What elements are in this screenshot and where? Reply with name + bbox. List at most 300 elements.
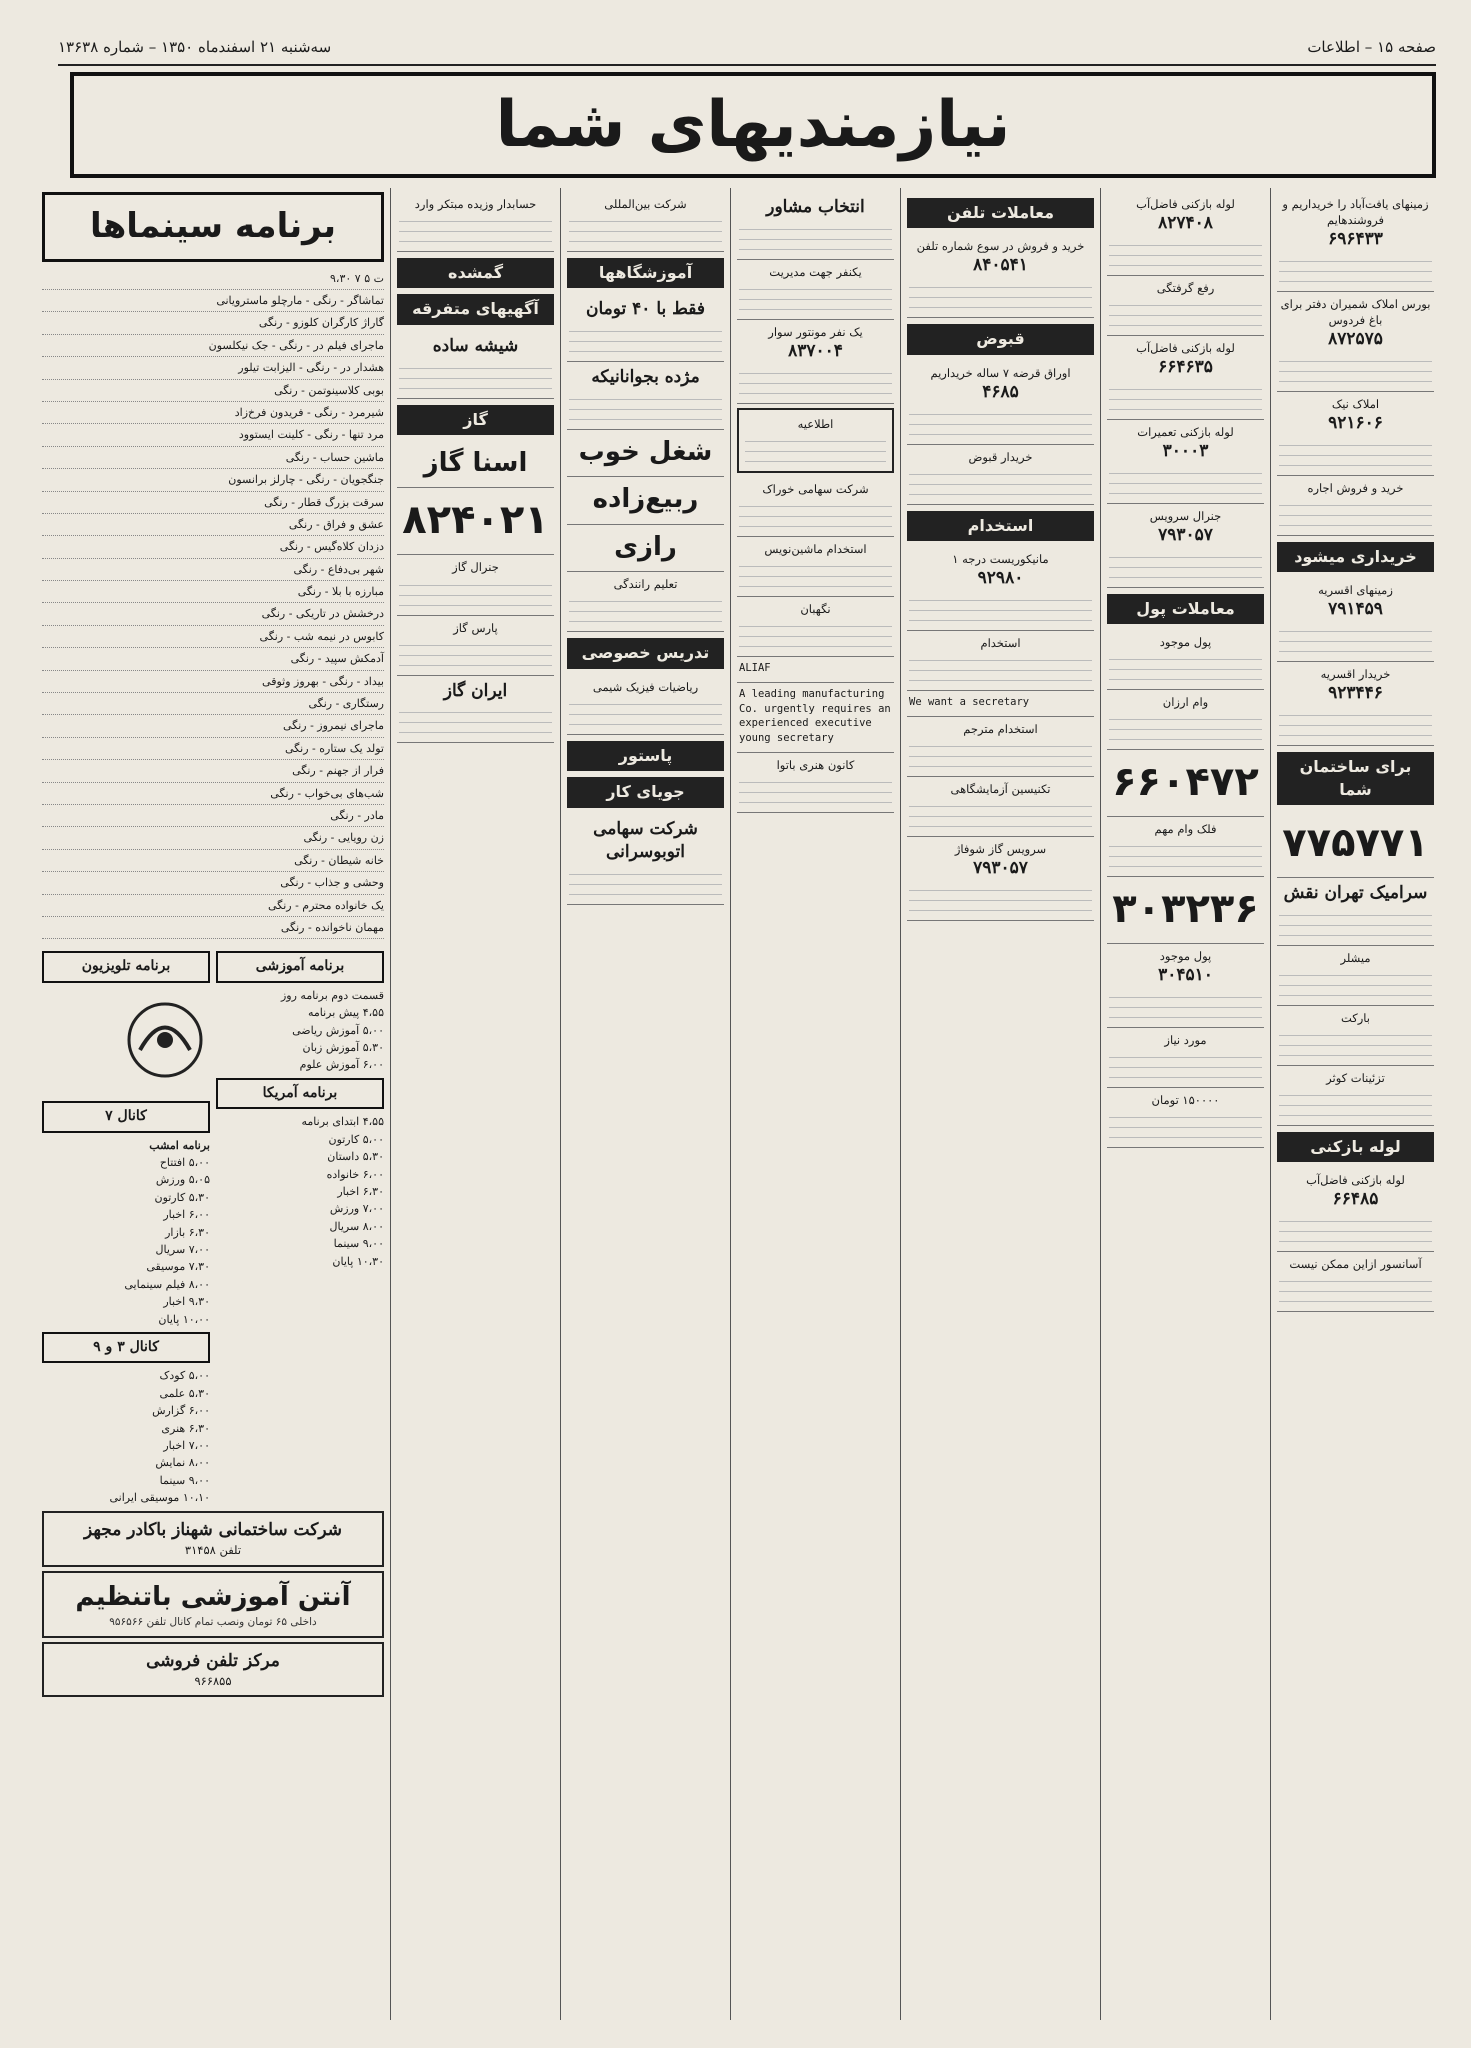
ad-text: A leading manufacturing Co. urgently requires an experienced executive young secretary xyxy=(739,687,891,744)
cinema-listing: درخشش در تاریکی - رنگی xyxy=(42,603,384,625)
text-line xyxy=(399,235,552,242)
text-line xyxy=(1109,383,1262,390)
text-line xyxy=(739,620,892,627)
radio-list xyxy=(216,987,384,1074)
classified-ad xyxy=(397,192,554,252)
cinema-listing: بیداد - رنگی - بهروز وثوقی xyxy=(42,671,384,693)
program-line: ۵،۰۰ افتتاح xyxy=(159,1155,210,1169)
program-line: ۷،۰۰ سریال xyxy=(155,1242,210,1256)
tv-title: برنامه تلویزیون xyxy=(42,951,210,983)
text-line xyxy=(399,649,552,656)
text-line xyxy=(739,570,892,577)
text-line xyxy=(909,904,1092,911)
channel-7-list xyxy=(42,1154,210,1328)
text-line xyxy=(1109,561,1262,568)
ad-text: گمشده xyxy=(448,263,503,283)
issue-date: سه‌شنبه ۲۱ اسفندماه ۱۳۵۰ – شماره ۱۳۶۳۸ xyxy=(58,38,332,56)
ad-phone: ۳۰۰۰۳ xyxy=(1162,440,1209,461)
text-line xyxy=(569,235,722,242)
cinema-listing: ماجرای نیمروز - رنگی xyxy=(42,715,384,737)
page-number: صفحه ۱۵ – اطلاعات xyxy=(1307,38,1436,56)
ad-text: آسانسور ازاین ممکن نیست xyxy=(1289,1257,1422,1272)
ad-text: We want a secretary xyxy=(909,696,1030,709)
text-line xyxy=(1109,319,1262,326)
text-line xyxy=(909,301,1092,308)
text-line xyxy=(739,243,892,250)
cinema-listing: کابوس در نیمه شب - رنگی xyxy=(42,626,384,648)
ad-text: استخدام xyxy=(980,635,1021,650)
ad-text: لوله بازکنی فاضل‌آب xyxy=(1136,197,1235,211)
text-line xyxy=(399,659,552,666)
text-line xyxy=(909,488,1092,495)
ad-text: نگهبان xyxy=(800,602,831,617)
text-line xyxy=(1279,1235,1432,1242)
cinema-listing: دزدان کلاه‌گیس - رنگی xyxy=(42,536,384,558)
america-title: برنامه آمریکا xyxy=(216,1078,384,1110)
text-line xyxy=(1279,265,1432,272)
ad-text: شرکت سهامی اتوبوسرانی xyxy=(593,818,698,863)
classified-ad xyxy=(567,362,724,430)
ad-text: ALIAF xyxy=(739,662,771,675)
ad-text: مژده بجوانانیکه xyxy=(591,367,700,388)
text-line xyxy=(399,589,552,596)
text-line xyxy=(569,708,722,715)
cinema-listing: شیرمرد - رنگی - فریدون فرخ‌زاد xyxy=(42,402,384,424)
classified-ad xyxy=(1277,878,1434,946)
text-line xyxy=(1279,645,1432,652)
text-line xyxy=(739,500,892,507)
cinema-tv-column xyxy=(36,188,390,2020)
section-header xyxy=(397,258,554,288)
ad-text: مورد نیاز xyxy=(1164,1033,1207,1048)
text-line xyxy=(569,615,722,622)
ad-phone: ۷۷۵۷۷۱ xyxy=(1282,819,1429,866)
classified-ad xyxy=(567,814,724,906)
text-line xyxy=(739,630,892,637)
text-line xyxy=(399,225,552,232)
ad-text: لوله بازکنی xyxy=(1310,1136,1401,1156)
text-line xyxy=(1109,860,1262,867)
column-6 xyxy=(390,188,560,2020)
program-line: ۶،۰۰ گزارش xyxy=(152,1404,210,1418)
ad-text: کانون هنری باتوا xyxy=(776,757,855,772)
text-line xyxy=(909,760,1092,767)
section-header xyxy=(567,258,724,288)
ad-text: انتخاب مشاور xyxy=(766,197,865,217)
classified-ad xyxy=(1277,292,1434,392)
text-line xyxy=(1279,275,1432,282)
program-line: ۵،۳۰ آموزش زبان xyxy=(302,1041,384,1055)
text-line xyxy=(745,445,886,452)
text-line xyxy=(1109,393,1262,400)
section-header xyxy=(567,777,724,807)
text-line xyxy=(739,387,892,394)
column-1 xyxy=(1270,188,1440,2020)
text-line xyxy=(1279,509,1432,516)
text-line xyxy=(1109,1061,1262,1068)
classified-ad xyxy=(907,777,1094,837)
ad-text: زمینهای اقسریه xyxy=(1318,583,1393,598)
cinema-listing: آدمکش سپید - رنگی xyxy=(42,648,384,670)
cinema-listing: زن رویایی - رنگی xyxy=(42,827,384,849)
ad-text: شغل خوب xyxy=(578,437,713,468)
classified-ad xyxy=(397,488,554,555)
cinema-listing: شب‌های بی‌خواب - رنگی xyxy=(42,783,384,805)
program-line: ۸،۰۰ نمایش xyxy=(155,1456,210,1470)
america-list xyxy=(216,1113,384,1270)
section-header xyxy=(1277,1132,1434,1162)
text-line xyxy=(1279,909,1432,916)
cinema-listing: سرقت بزرگ قطار - رنگی xyxy=(42,492,384,514)
text-line xyxy=(745,435,886,442)
ad-text: استخدام مترجم xyxy=(963,721,1038,736)
ad-text: املاک نیک xyxy=(1331,396,1380,411)
program-line: ۶،۰۰ اخبار xyxy=(163,1208,210,1222)
text-line xyxy=(1109,713,1262,720)
cinema-listing: ماشین حساب - رنگی xyxy=(42,447,384,469)
ad-text: آگهیهای متفرقه xyxy=(412,299,539,319)
text-line xyxy=(1109,1111,1262,1118)
classified-ad xyxy=(907,631,1094,691)
text-line xyxy=(1279,375,1432,382)
ad-text: جویای کار xyxy=(606,782,685,802)
classified-ad xyxy=(907,717,1094,777)
text-line xyxy=(1279,635,1432,642)
text-line xyxy=(1279,989,1432,996)
cinema-listing: ت ۵ ۷ ۹،۳۰ xyxy=(42,268,384,290)
text-line xyxy=(1109,1071,1262,1078)
channel-7-title: کانال ۷ xyxy=(42,1101,210,1133)
text-line xyxy=(739,786,892,793)
text-line xyxy=(1109,403,1262,410)
phone-center-phone: ۹۶۶۸۵۵ xyxy=(194,1674,232,1689)
program-line: ۹،۰۰ سینما xyxy=(159,1473,210,1487)
text-line xyxy=(569,888,722,895)
classified-ad xyxy=(1107,877,1264,944)
program-line: ۷،۰۰ ورزش xyxy=(329,1202,384,1216)
cinema-listing: هشدار در - رنگی - الیزابت تیلور xyxy=(42,357,384,379)
classified-ad xyxy=(907,361,1094,445)
cinema-listing: بوبی کلاسینوتمن - رنگی xyxy=(42,380,384,402)
text-line xyxy=(739,520,892,527)
text-line xyxy=(739,293,892,300)
section-header xyxy=(1277,752,1434,805)
program-line: ۱۰،۱۰ موسیقی ایرانی xyxy=(109,1491,210,1505)
text-line xyxy=(569,393,722,400)
text-line xyxy=(1109,663,1262,670)
text-line xyxy=(909,408,1092,415)
ad-text: پول موجود xyxy=(1159,949,1212,964)
cinema-listing: مادر - رنگی xyxy=(42,805,384,827)
classified-ad xyxy=(1277,811,1434,878)
ad-phone: ۶۶۰۴۷۲ xyxy=(1112,759,1259,806)
ad-text: یکنفر جهت مدیریت xyxy=(769,264,862,279)
ad-text: سرویس گاز شوفاژ xyxy=(954,841,1047,856)
classified-ad xyxy=(737,260,894,320)
ad-text: اوراق قرضه ۷ ساله خریداریم xyxy=(930,365,1071,380)
text-line xyxy=(399,726,552,733)
ad-text: معاملات تلفن xyxy=(946,203,1055,222)
program-line: ۱۰،۳۰ پایان xyxy=(332,1254,384,1268)
ad-phone: ۹۲۱۶۰۶ xyxy=(1328,413,1383,434)
text-line xyxy=(1109,653,1262,660)
text-line xyxy=(1109,487,1262,494)
cinema-listing: رستگاری - رنگی xyxy=(42,693,384,715)
text-line xyxy=(1109,1121,1262,1128)
ad-text: سرامیک تهران نقش xyxy=(1283,882,1428,903)
ad-text: ربیع‌زاده xyxy=(592,484,699,515)
text-line xyxy=(1109,259,1262,266)
text-line xyxy=(1279,625,1432,632)
section-header xyxy=(907,198,1094,228)
ad-phone: ۴۶۸۵ xyxy=(982,381,1019,402)
text-line xyxy=(1279,1029,1432,1036)
cinema-listing: ماجرای فیلم در - رنگی - جک نیکلسون xyxy=(42,335,384,357)
text-line xyxy=(1279,1089,1432,1096)
ad-text: خرید و فروش در سوع شماره تلفن xyxy=(916,239,1085,254)
classified-ad xyxy=(1277,1168,1434,1252)
ad-text: مانیکوریست درجه ۱ xyxy=(952,552,1049,567)
program-line: ۱۰،۰۰ پایان xyxy=(158,1312,210,1326)
cinema-listing: مبارزه با بلا - رنگی xyxy=(42,581,384,603)
classified-ad xyxy=(737,192,894,260)
ad-text: برای ساختمان شما xyxy=(1299,757,1412,799)
column-5 xyxy=(560,188,730,2020)
classified-ad xyxy=(567,294,724,362)
phone-center-ad xyxy=(42,1642,384,1698)
text-line xyxy=(739,580,892,587)
ad-phone: ۸۲۷۴۰۸ xyxy=(1158,213,1213,234)
classified-ad xyxy=(397,676,554,744)
program-line: ۶،۳۰ بازار xyxy=(165,1225,210,1239)
ad-text: شرکت سهامی خوراک xyxy=(762,481,869,496)
cinema-title: برنامه سینماها xyxy=(42,192,384,262)
program-line: ۹،۳۰ اخبار xyxy=(163,1295,210,1309)
text-line xyxy=(1279,719,1432,726)
ad-text: یک نفر مونتور سوار xyxy=(768,324,863,339)
section-header xyxy=(1277,542,1434,572)
ad-text: ۱۵۰۰۰۰ تومان xyxy=(1151,1093,1220,1108)
column-4 xyxy=(730,188,900,2020)
ad-text: لوله بازکنی فاضل‌آب xyxy=(1306,1173,1405,1188)
cinema-list xyxy=(42,268,384,940)
ad-text: استخدام ماشین‌نویس xyxy=(764,541,867,556)
text-line xyxy=(1109,673,1262,680)
ad-phone: ۸۴۰۵۴۱ xyxy=(973,255,1028,276)
ad-text: میشلر xyxy=(1340,950,1371,965)
text-line xyxy=(909,654,1092,661)
text-line xyxy=(1109,1001,1262,1008)
program-line: ۹،۰۰ سینما xyxy=(333,1237,384,1251)
program-line: ۵،۰۵ ورزش xyxy=(155,1173,210,1187)
section-header xyxy=(907,324,1094,354)
text-line xyxy=(399,599,552,606)
section-header xyxy=(567,638,724,668)
classifieds-grid xyxy=(36,188,1440,2020)
text-line xyxy=(739,223,892,230)
classified-ad xyxy=(737,320,894,404)
classified-ad xyxy=(1107,192,1264,276)
text-line xyxy=(1279,1215,1432,1222)
text-line xyxy=(909,604,1092,611)
text-line xyxy=(909,674,1092,681)
program-line: ۸،۰۰ فیلم سینمایی xyxy=(124,1277,210,1291)
ad-text: خریداری میشود xyxy=(1294,546,1417,566)
tv-right xyxy=(42,947,210,1506)
classified-ad xyxy=(397,616,554,676)
page-header xyxy=(58,30,1436,66)
text-line xyxy=(739,367,892,374)
ad-text: شیشه ساده xyxy=(432,335,519,356)
text-line xyxy=(1109,991,1262,998)
ad-text: خریدار قبوض xyxy=(968,449,1033,464)
ad-text: آموزشگاهها xyxy=(598,263,693,283)
shahnaz-company-title: شرکت ساختمانی شهناز باکادر مجهز xyxy=(84,1519,342,1540)
text-line xyxy=(909,750,1092,757)
text-line xyxy=(569,878,722,885)
cinema-listing: یک خانواده محترم - رنگی xyxy=(42,895,384,917)
ad-text: حسابدار وزیده مبتکر وارد xyxy=(414,197,537,211)
text-line xyxy=(569,718,722,725)
classified-ad xyxy=(1107,420,1264,504)
classified-ad xyxy=(567,572,724,632)
section-banner: نیازمندیهای شما xyxy=(70,72,1436,178)
tv-block xyxy=(42,947,384,1506)
ad-text: وام ارزان xyxy=(1162,695,1209,710)
column-2 xyxy=(1100,188,1270,2020)
text-line xyxy=(745,455,886,462)
ad-phone: ۶۹۶۴۳۳ xyxy=(1328,229,1383,250)
section-header xyxy=(1107,594,1264,624)
classified-ad xyxy=(1107,944,1264,1028)
tonight-label: برنامه امشب xyxy=(149,1138,210,1152)
text-line xyxy=(1109,1051,1262,1058)
text-line xyxy=(739,377,892,384)
ad-text: پارس گاز xyxy=(453,620,498,635)
text-line xyxy=(909,664,1092,671)
text-line xyxy=(1279,709,1432,716)
ad-phone: ۶۶۴۶۳۵ xyxy=(1158,357,1213,378)
ad-phone: ۸۲۴۰۲۱ xyxy=(402,497,549,544)
text-line xyxy=(1279,729,1432,736)
classified-ad xyxy=(737,408,894,473)
text-line xyxy=(909,428,1092,435)
program-line: ۵،۳۰ کارتون xyxy=(154,1190,210,1204)
program-line: ۵،۰۰ آموزش ریاضی xyxy=(292,1023,384,1037)
classified-ad xyxy=(397,331,554,399)
text-line xyxy=(569,605,722,612)
classified-ad xyxy=(1107,630,1264,690)
section-header xyxy=(567,741,724,771)
text-line xyxy=(1109,1011,1262,1018)
classified-ad xyxy=(397,555,554,615)
program-line: ۵،۳۰ علمی xyxy=(159,1386,210,1400)
cinema-listing: شهر بی‌دفاع - رنگی xyxy=(42,559,384,581)
text-line xyxy=(1109,723,1262,730)
classified-ad xyxy=(1277,578,1434,662)
text-line xyxy=(399,706,552,713)
text-line xyxy=(1279,1049,1432,1056)
classified-ad xyxy=(1277,1006,1434,1066)
text-line xyxy=(1109,571,1262,578)
ad-text: ریاضیات فیزیک شیمی xyxy=(592,679,699,694)
ad-phone: ۸۷۲۵۷۵ xyxy=(1328,329,1383,350)
text-line xyxy=(1279,919,1432,926)
cinema-listing: تماشاگر - رنگی - مارچلو ماسترویانی xyxy=(42,290,384,312)
program-line: ۴،۵۵ ابتدای برنامه xyxy=(301,1115,384,1129)
text-line xyxy=(1279,969,1432,976)
classified-ad xyxy=(1107,750,1264,817)
radio-title: برنامه آموزشی xyxy=(216,951,384,983)
classified-ad xyxy=(737,753,894,813)
text-line xyxy=(1279,1109,1432,1116)
ad-phone: ۸۳۷۰۰۴ xyxy=(788,340,843,361)
program-line: ۵،۳۰ داستان xyxy=(327,1150,384,1164)
classified-ad xyxy=(737,683,894,753)
classified-ad xyxy=(737,597,894,657)
section-header xyxy=(397,294,554,324)
shahnaz-company-ad xyxy=(42,1511,384,1567)
text-line xyxy=(1109,309,1262,316)
text-line xyxy=(569,595,722,602)
ad-phone: ۷۹۳۰۵۷ xyxy=(973,858,1028,878)
text-line xyxy=(1109,840,1262,847)
classified-ad xyxy=(737,537,894,597)
text-line xyxy=(399,639,552,646)
text-line xyxy=(569,335,722,342)
text-line xyxy=(1279,449,1432,456)
ad-text: لوله بازکنی فاضل‌آب xyxy=(1136,340,1235,355)
ad-text: زمینهای یافت‌آباد را خریداریم و فروشندهایم xyxy=(1282,197,1429,228)
column-3 xyxy=(900,188,1100,2020)
classified-ad xyxy=(907,691,1094,717)
program-line: قسمت دوم برنامه روز xyxy=(280,988,384,1002)
ad-text: تزئینات کوثر xyxy=(1326,1070,1385,1085)
text-line xyxy=(1279,255,1432,262)
ad-text: تدریس خصوصی xyxy=(581,643,710,663)
text-line xyxy=(569,698,722,705)
text-line xyxy=(1109,1131,1262,1138)
program-line: ۵،۰۰ کودک xyxy=(159,1369,210,1383)
text-line xyxy=(909,478,1092,485)
section-header xyxy=(907,511,1094,541)
phone-center-title: مرکز تلفن فروشی xyxy=(146,1650,280,1671)
classified-ad xyxy=(567,477,724,524)
classified-ad xyxy=(567,192,724,252)
classified-ad xyxy=(1107,1028,1264,1088)
text-line xyxy=(1279,519,1432,526)
ad-text: لوله بازکنی تعمیرات xyxy=(1137,424,1234,439)
text-line xyxy=(739,640,892,647)
text-line xyxy=(569,215,722,222)
classified-ad xyxy=(737,477,894,537)
classified-ad xyxy=(1277,1252,1434,1312)
text-line xyxy=(1109,239,1262,246)
tv-left xyxy=(216,947,384,1506)
program-line: ۷،۰۰ اخبار xyxy=(163,1439,210,1453)
ad-text: فلک وام مهم xyxy=(1154,822,1217,837)
program-line: ۶،۰۰ آموزش علوم xyxy=(299,1058,384,1072)
text-line xyxy=(1279,1295,1432,1302)
classified-ad xyxy=(1107,276,1264,336)
tv-emblem-icon xyxy=(120,995,210,1085)
text-line xyxy=(739,776,892,783)
text-line xyxy=(399,372,552,379)
ad-phone: ۶۶۴۸۵ xyxy=(1332,1189,1379,1210)
text-line xyxy=(1109,551,1262,558)
classified-ad xyxy=(907,837,1094,921)
text-line xyxy=(739,283,892,290)
